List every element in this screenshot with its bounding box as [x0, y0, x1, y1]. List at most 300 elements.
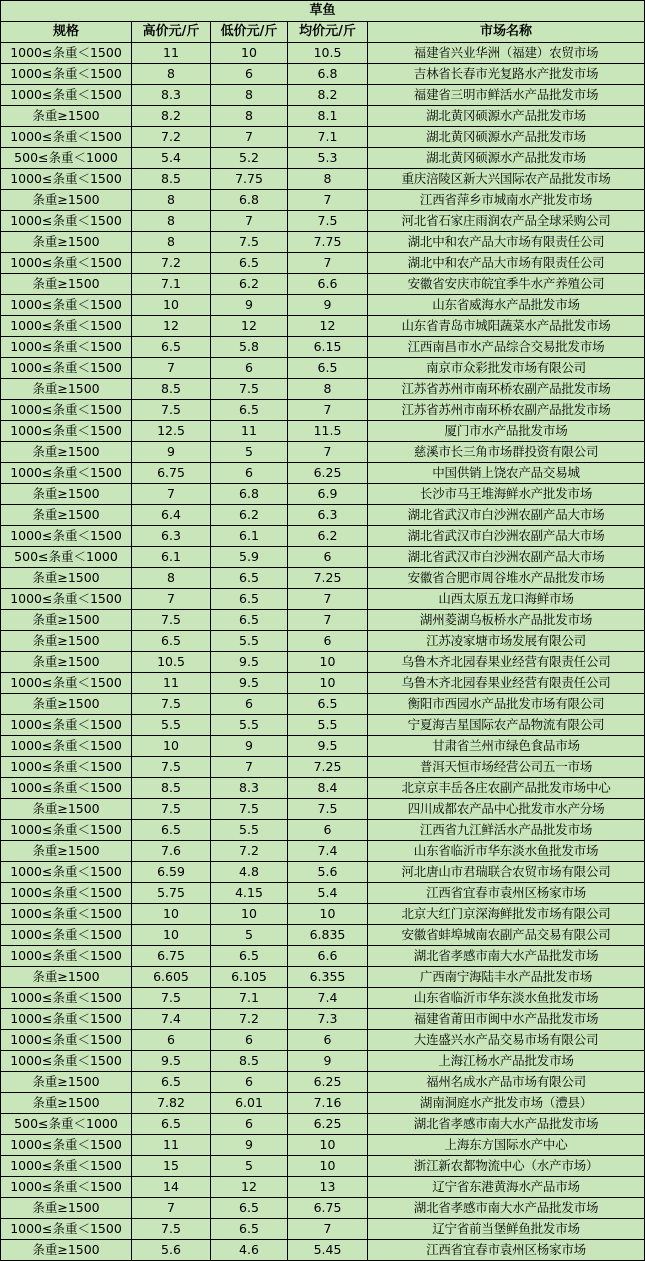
cell-spec: 1000≤条重＜1500 — [1, 589, 132, 610]
cell-spec: 1000≤条重＜1500 — [1, 862, 132, 883]
cell-market-name: 宁夏海吉星国际农产品物流有限公司 — [368, 715, 645, 736]
cell-high-price: 6 — [132, 1030, 211, 1051]
cell-low-price: 8 — [211, 85, 288, 106]
cell-low-price: 8.5 — [211, 1051, 288, 1072]
cell-market-name: 江苏凌家塘市场发展有限公司 — [368, 631, 645, 652]
cell-avg-price: 6.2 — [288, 526, 368, 547]
cell-low-price: 5 — [211, 1156, 288, 1177]
cell-market-name: 江西省九江鲜活水产品批发市场 — [368, 820, 645, 841]
cell-avg-price: 10 — [288, 1156, 368, 1177]
cell-low-price: 9.5 — [211, 652, 288, 673]
cell-high-price: 7.5 — [132, 400, 211, 421]
cell-spec: 1000≤条重＜1500 — [1, 988, 132, 1009]
table-row — [1, 589, 645, 610]
table-row — [1, 316, 645, 337]
table-row — [1, 253, 645, 274]
cell-spec: 条重≥1500 — [1, 631, 132, 652]
cell-low-price: 6.2 — [211, 505, 288, 526]
cell-avg-price: 6.75 — [288, 1198, 368, 1219]
table-row — [1, 820, 645, 841]
cell-low-price: 9.5 — [211, 673, 288, 694]
cell-market-name: 湖北省孝感市南大水产品批发市场 — [368, 1198, 645, 1219]
cell-high-price: 5.75 — [132, 883, 211, 904]
cell-avg-price: 7 — [288, 610, 368, 631]
cell-avg-price: 5.6 — [288, 862, 368, 883]
cell-market-name: 湖南洞庭水产批发市场（澧县） — [368, 1093, 645, 1114]
cell-avg-price: 8.2 — [288, 85, 368, 106]
cell-high-price: 7 — [132, 589, 211, 610]
table-row — [1, 694, 645, 715]
cell-low-price: 6.8 — [211, 484, 288, 505]
cell-market-name: 江苏省苏州市南环桥农副产品批发市场 — [368, 400, 645, 421]
cell-market-name: 浙江新农都物流中心（水产市场） — [368, 1156, 645, 1177]
cell-spec: 1000≤条重＜1500 — [1, 526, 132, 547]
cell-market-name: 厦门市水产品批发市场 — [368, 421, 645, 442]
cell-low-price: 7.5 — [211, 232, 288, 253]
cell-avg-price: 6 — [288, 1030, 368, 1051]
header-spec: 规格 — [1, 22, 132, 43]
cell-low-price: 12 — [211, 1177, 288, 1198]
cell-avg-price: 9.5 — [288, 736, 368, 757]
cell-market-name: 衡阳市西园水产品批发市场有限公司 — [368, 694, 645, 715]
cell-high-price: 6.59 — [132, 862, 211, 883]
table-row — [1, 547, 645, 568]
table-row — [1, 1009, 645, 1030]
table-row — [1, 841, 645, 862]
cell-spec: 条重≥1500 — [1, 190, 132, 211]
cell-low-price: 7.5 — [211, 379, 288, 400]
cell-avg-price: 6 — [288, 820, 368, 841]
cell-spec: 1000≤条重＜1500 — [1, 1051, 132, 1072]
table-row — [1, 925, 645, 946]
cell-market-name: 广西南宁海陆丰水产品批发市场 — [368, 967, 645, 988]
cell-high-price: 10.5 — [132, 652, 211, 673]
cell-high-price: 5.4 — [132, 148, 211, 169]
cell-high-price: 7.4 — [132, 1009, 211, 1030]
cell-spec: 条重≥1500 — [1, 379, 132, 400]
cell-high-price: 6.1 — [132, 547, 211, 568]
cell-avg-price: 5.45 — [288, 1240, 368, 1261]
cell-market-name: 北京京丰岳各庄农副产品批发市场中心 — [368, 778, 645, 799]
cell-high-price: 10 — [132, 295, 211, 316]
cell-high-price: 7.2 — [132, 253, 211, 274]
cell-spec: 条重≥1500 — [1, 1072, 132, 1093]
table-row — [1, 757, 645, 778]
table-row — [1, 1198, 645, 1219]
cell-avg-price: 7.3 — [288, 1009, 368, 1030]
table-row — [1, 988, 645, 1009]
cell-high-price: 5.5 — [132, 715, 211, 736]
cell-low-price: 9 — [211, 1135, 288, 1156]
cell-spec: 1000≤条重＜1500 — [1, 64, 132, 85]
cell-high-price: 8.3 — [132, 85, 211, 106]
cell-spec: 1000≤条重＜1500 — [1, 127, 132, 148]
table-row — [1, 673, 645, 694]
table-row — [1, 190, 645, 211]
cell-high-price: 8.5 — [132, 169, 211, 190]
cell-avg-price: 7.5 — [288, 211, 368, 232]
title-row — [1, 1, 645, 22]
cell-avg-price: 6.8 — [288, 64, 368, 85]
cell-market-name: 慈溪市长三角市场群投资有限公司 — [368, 442, 645, 463]
cell-market-name: 湖北省孝感市南大水产品批发市场 — [368, 946, 645, 967]
cell-high-price: 15 — [132, 1156, 211, 1177]
cell-high-price: 8 — [132, 232, 211, 253]
cell-spec: 500≤条重＜1000 — [1, 1114, 132, 1135]
cell-spec: 条重≥1500 — [1, 232, 132, 253]
cell-low-price: 6.105 — [211, 967, 288, 988]
table-row — [1, 1072, 645, 1093]
cell-low-price: 5 — [211, 442, 288, 463]
cell-high-price: 10 — [132, 925, 211, 946]
table-row — [1, 610, 645, 631]
cell-market-name: 湖北省武汉市白沙洲农副产品大市场 — [368, 526, 645, 547]
cell-market-name: 重庆涪陵区新大兴国际农产品批发市场 — [368, 169, 645, 190]
cell-high-price: 11 — [132, 43, 211, 64]
cell-avg-price: 6.15 — [288, 337, 368, 358]
cell-avg-price: 7 — [288, 589, 368, 610]
cell-low-price: 6.5 — [211, 568, 288, 589]
cell-market-name: 中国供销上饶农产品交易城 — [368, 463, 645, 484]
table-row — [1, 631, 645, 652]
cell-low-price: 6.5 — [211, 589, 288, 610]
table-row — [1, 421, 645, 442]
cell-avg-price: 10 — [288, 652, 368, 673]
cell-high-price: 6.5 — [132, 820, 211, 841]
cell-low-price: 10 — [211, 904, 288, 925]
cell-avg-price: 6.3 — [288, 505, 368, 526]
cell-high-price: 7.6 — [132, 841, 211, 862]
cell-market-name: 长沙市马王堆海鲜水产批发市场 — [368, 484, 645, 505]
table-row — [1, 799, 645, 820]
cell-high-price: 10 — [132, 904, 211, 925]
cell-spec: 条重≥1500 — [1, 568, 132, 589]
cell-spec: 1000≤条重＜1500 — [1, 1219, 132, 1240]
cell-high-price: 7.1 — [132, 274, 211, 295]
cell-market-name: 安徽省安庆市皖宜季牛水产养殖公司 — [368, 274, 645, 295]
cell-low-price: 5.5 — [211, 715, 288, 736]
cell-high-price: 5.6 — [132, 1240, 211, 1261]
cell-avg-price: 6.6 — [288, 274, 368, 295]
table-row — [1, 736, 645, 757]
cell-avg-price: 6 — [288, 631, 368, 652]
cell-market-name: 河北省石家庄雨润农产品全球采购公司 — [368, 211, 645, 232]
cell-market-name: 江苏省苏州市南环桥农副产品批发市场 — [368, 379, 645, 400]
cell-avg-price: 7.4 — [288, 988, 368, 1009]
cell-avg-price: 7 — [288, 400, 368, 421]
cell-low-price: 7.2 — [211, 841, 288, 862]
cell-low-price: 5.2 — [211, 148, 288, 169]
cell-avg-price: 5.5 — [288, 715, 368, 736]
table-title: 草鱼 — [1, 1, 645, 22]
cell-high-price: 7.5 — [132, 694, 211, 715]
cell-high-price: 7.2 — [132, 127, 211, 148]
cell-high-price: 7 — [132, 484, 211, 505]
cell-low-price: 6 — [211, 694, 288, 715]
cell-spec: 条重≥1500 — [1, 967, 132, 988]
cell-avg-price: 5.3 — [288, 148, 368, 169]
cell-high-price: 6.75 — [132, 463, 211, 484]
cell-market-name: 甘肃省兰州市绿色食品市场 — [368, 736, 645, 757]
cell-spec: 1000≤条重＜1500 — [1, 1030, 132, 1051]
table-row — [1, 211, 645, 232]
cell-avg-price: 5.4 — [288, 883, 368, 904]
cell-high-price: 7.5 — [132, 1219, 211, 1240]
cell-spec: 1000≤条重＜1500 — [1, 820, 132, 841]
cell-spec: 条重≥1500 — [1, 274, 132, 295]
table-row — [1, 1156, 645, 1177]
cell-spec: 1000≤条重＜1500 — [1, 43, 132, 64]
cell-low-price: 6.8 — [211, 190, 288, 211]
cell-spec: 条重≥1500 — [1, 505, 132, 526]
cell-avg-price: 9 — [288, 1051, 368, 1072]
cell-spec: 1000≤条重＜1500 — [1, 253, 132, 274]
cell-low-price: 8 — [211, 106, 288, 127]
cell-avg-price: 6.25 — [288, 463, 368, 484]
cell-spec: 1000≤条重＜1500 — [1, 904, 132, 925]
cell-market-name: 湖北省武汉市白沙洲农副产品大市场 — [368, 547, 645, 568]
table-row — [1, 526, 645, 547]
cell-market-name: 江西省宜春市袁州区杨家市场 — [368, 883, 645, 904]
cell-high-price: 6.5 — [132, 1072, 211, 1093]
table-row — [1, 1030, 645, 1051]
cell-avg-price: 6 — [288, 547, 368, 568]
cell-spec: 条重≥1500 — [1, 1240, 132, 1261]
cell-low-price: 6 — [211, 463, 288, 484]
cell-spec: 1000≤条重＜1500 — [1, 421, 132, 442]
table-row — [1, 463, 645, 484]
cell-market-name: 乌鲁木齐北园春果业经营有限责任公司 — [368, 673, 645, 694]
table-row — [1, 232, 645, 253]
cell-low-price: 9 — [211, 736, 288, 757]
cell-spec: 1000≤条重＜1500 — [1, 1135, 132, 1156]
cell-high-price: 11 — [132, 1135, 211, 1156]
cell-spec: 条重≥1500 — [1, 484, 132, 505]
cell-high-price: 9 — [132, 442, 211, 463]
cell-market-name: 乌鲁木齐北园春果业经营有限责任公司 — [368, 652, 645, 673]
table-row — [1, 169, 645, 190]
cell-spec: 1000≤条重＜1500 — [1, 715, 132, 736]
cell-market-name: 普洱天恒市场经营公司五一市场 — [368, 757, 645, 778]
cell-low-price: 6.5 — [211, 1219, 288, 1240]
cell-spec: 1000≤条重＜1500 — [1, 337, 132, 358]
cell-low-price: 6 — [211, 64, 288, 85]
header-high-price: 高价元/斤 — [132, 22, 211, 43]
cell-spec: 1000≤条重＜1500 — [1, 316, 132, 337]
cell-market-name: 湖北省武汉市白沙洲农副产品大市场 — [368, 505, 645, 526]
table-row — [1, 400, 645, 421]
cell-low-price: 4.15 — [211, 883, 288, 904]
table-row — [1, 967, 645, 988]
table-row — [1, 652, 645, 673]
cell-avg-price: 12 — [288, 316, 368, 337]
cell-spec: 条重≥1500 — [1, 694, 132, 715]
cell-market-name: 安徽省蚌埠城南农副产品交易有限公司 — [368, 925, 645, 946]
cell-spec: 500≤条重＜1000 — [1, 547, 132, 568]
cell-high-price: 11 — [132, 673, 211, 694]
cell-market-name: 大连盛兴水产品交易市场有限公司 — [368, 1030, 645, 1051]
cell-spec: 1000≤条重＜1500 — [1, 463, 132, 484]
cell-low-price: 5.9 — [211, 547, 288, 568]
cell-avg-price: 6.6 — [288, 946, 368, 967]
cell-market-name: 福建省兴业华洲（福建）农贸市场 — [368, 43, 645, 64]
cell-avg-price: 6.25 — [288, 1114, 368, 1135]
cell-low-price: 6.01 — [211, 1093, 288, 1114]
cell-market-name: 吉林省长春市光复路水产批发市场 — [368, 64, 645, 85]
cell-spec: 1000≤条重＜1500 — [1, 358, 132, 379]
cell-high-price: 8 — [132, 211, 211, 232]
cell-high-price: 7.5 — [132, 757, 211, 778]
table-row — [1, 148, 645, 169]
table-row — [1, 883, 645, 904]
cell-low-price: 6 — [211, 358, 288, 379]
cell-avg-price: 7.1 — [288, 127, 368, 148]
cell-low-price: 7 — [211, 211, 288, 232]
cell-high-price: 6.3 — [132, 526, 211, 547]
cell-spec: 条重≥1500 — [1, 442, 132, 463]
cell-low-price: 5.5 — [211, 631, 288, 652]
header-low-price: 低价元/斤 — [211, 22, 288, 43]
cell-market-name: 湖北黄冈硕源水产品批发市场 — [368, 148, 645, 169]
table-row — [1, 715, 645, 736]
cell-high-price: 6.5 — [132, 631, 211, 652]
cell-high-price: 9.5 — [132, 1051, 211, 1072]
cell-low-price: 6.5 — [211, 946, 288, 967]
cell-avg-price: 7 — [288, 1219, 368, 1240]
cell-spec: 条重≥1500 — [1, 799, 132, 820]
cell-high-price: 12.5 — [132, 421, 211, 442]
cell-spec: 条重≥1500 — [1, 106, 132, 127]
cell-market-name: 湖州菱湖乌板桥水产品批发市场 — [368, 610, 645, 631]
cell-avg-price: 6.835 — [288, 925, 368, 946]
cell-high-price: 8 — [132, 64, 211, 85]
cell-low-price: 7.2 — [211, 1009, 288, 1030]
cell-market-name: 山东省临沂市华东淡水鱼批发市场 — [368, 988, 645, 1009]
cell-spec: 1000≤条重＜1500 — [1, 883, 132, 904]
cell-spec: 1000≤条重＜1500 — [1, 946, 132, 967]
table-row — [1, 43, 645, 64]
cell-market-name: 湖北黄冈硕源水产品批发市场 — [368, 106, 645, 127]
cell-low-price: 6 — [211, 1030, 288, 1051]
cell-avg-price: 10.5 — [288, 43, 368, 64]
cell-high-price: 6.605 — [132, 967, 211, 988]
cell-spec: 1000≤条重＜1500 — [1, 1177, 132, 1198]
table-row — [1, 1051, 645, 1072]
cell-high-price: 6.4 — [132, 505, 211, 526]
table-row — [1, 946, 645, 967]
cell-market-name: 江西省萍乡市城南水产批发市场 — [368, 190, 645, 211]
cell-avg-price: 8.4 — [288, 778, 368, 799]
cell-spec: 条重≥1500 — [1, 652, 132, 673]
cell-market-name: 江西省宜春市袁州区杨家市场 — [368, 1240, 645, 1261]
cell-market-name: 湖北中和农产品大市场有限责任公司 — [368, 253, 645, 274]
cell-high-price: 7 — [132, 358, 211, 379]
cell-avg-price: 7 — [288, 190, 368, 211]
cell-avg-price: 7.75 — [288, 232, 368, 253]
cell-market-name: 湖北中和农产品大市场有限责任公司 — [368, 232, 645, 253]
cell-market-name: 四川成都农产品中心批发市水产分场 — [368, 799, 645, 820]
table-row — [1, 1135, 645, 1156]
cell-spec: 1000≤条重＜1500 — [1, 211, 132, 232]
cell-spec: 条重≥1500 — [1, 1093, 132, 1114]
cell-avg-price: 10 — [288, 673, 368, 694]
cell-high-price: 8 — [132, 568, 211, 589]
table-row — [1, 1093, 645, 1114]
table-row — [1, 1240, 645, 1261]
cell-avg-price: 7.4 — [288, 841, 368, 862]
cell-market-name: 湖北省孝感市南大水产品批发市场 — [368, 1114, 645, 1135]
cell-high-price: 6.5 — [132, 337, 211, 358]
cell-low-price: 10 — [211, 43, 288, 64]
cell-low-price: 7.75 — [211, 169, 288, 190]
cell-market-name: 山东省临沂市华东淡水鱼批发市场 — [368, 841, 645, 862]
cell-spec: 条重≥1500 — [1, 1198, 132, 1219]
cell-market-name: 福州名成水产品市场有限公司 — [368, 1072, 645, 1093]
cell-high-price: 7.5 — [132, 610, 211, 631]
cell-low-price: 7 — [211, 757, 288, 778]
table-row — [1, 862, 645, 883]
cell-spec: 条重≥1500 — [1, 841, 132, 862]
cell-high-price: 10 — [132, 736, 211, 757]
cell-high-price: 7.5 — [132, 988, 211, 1009]
cell-avg-price: 7.25 — [288, 568, 368, 589]
cell-avg-price: 11.5 — [288, 421, 368, 442]
table-row — [1, 358, 645, 379]
table-row — [1, 904, 645, 925]
cell-low-price: 6.1 — [211, 526, 288, 547]
table-row — [1, 1177, 645, 1198]
cell-low-price: 7.5 — [211, 799, 288, 820]
cell-low-price: 6 — [211, 1114, 288, 1135]
cell-market-name: 辽宁省前当堡鲜鱼批发市场 — [368, 1219, 645, 1240]
cell-low-price: 4.8 — [211, 862, 288, 883]
table-row — [1, 442, 645, 463]
table-row — [1, 379, 645, 400]
cell-avg-price: 6.9 — [288, 484, 368, 505]
cell-spec: 1000≤条重＜1500 — [1, 169, 132, 190]
cell-market-name: 河北唐山市君瑞联合农贸市场有限公司 — [368, 862, 645, 883]
cell-avg-price: 6.5 — [288, 358, 368, 379]
header-row — [1, 22, 645, 43]
cell-market-name: 山东省威海水产品批发市场 — [368, 295, 645, 316]
cell-avg-price: 6.355 — [288, 967, 368, 988]
table-row — [1, 64, 645, 85]
table-row — [1, 568, 645, 589]
table-body — [1, 43, 645, 1261]
table-row — [1, 274, 645, 295]
cell-high-price: 8.2 — [132, 106, 211, 127]
cell-spec: 1000≤条重＜1500 — [1, 736, 132, 757]
cell-spec: 1000≤条重＜1500 — [1, 85, 132, 106]
cell-high-price: 7 — [132, 1198, 211, 1219]
cell-low-price: 4.6 — [211, 1240, 288, 1261]
table-row — [1, 1219, 645, 1240]
cell-market-name: 南京市众彩批发市场有限公司 — [368, 358, 645, 379]
cell-spec: 1000≤条重＜1500 — [1, 1009, 132, 1030]
cell-avg-price: 8.1 — [288, 106, 368, 127]
cell-market-name: 上海东方国际水产中心 — [368, 1135, 645, 1156]
cell-low-price: 6.5 — [211, 253, 288, 274]
table-row — [1, 85, 645, 106]
cell-high-price: 14 — [132, 1177, 211, 1198]
cell-low-price: 6.5 — [211, 400, 288, 421]
cell-low-price: 6 — [211, 1072, 288, 1093]
cell-high-price: 7.5 — [132, 799, 211, 820]
cell-market-name: 湖北黄冈硕源水产品批发市场 — [368, 127, 645, 148]
cell-low-price: 6.2 — [211, 274, 288, 295]
cell-avg-price: 10 — [288, 904, 368, 925]
cell-spec: 1000≤条重＜1500 — [1, 757, 132, 778]
